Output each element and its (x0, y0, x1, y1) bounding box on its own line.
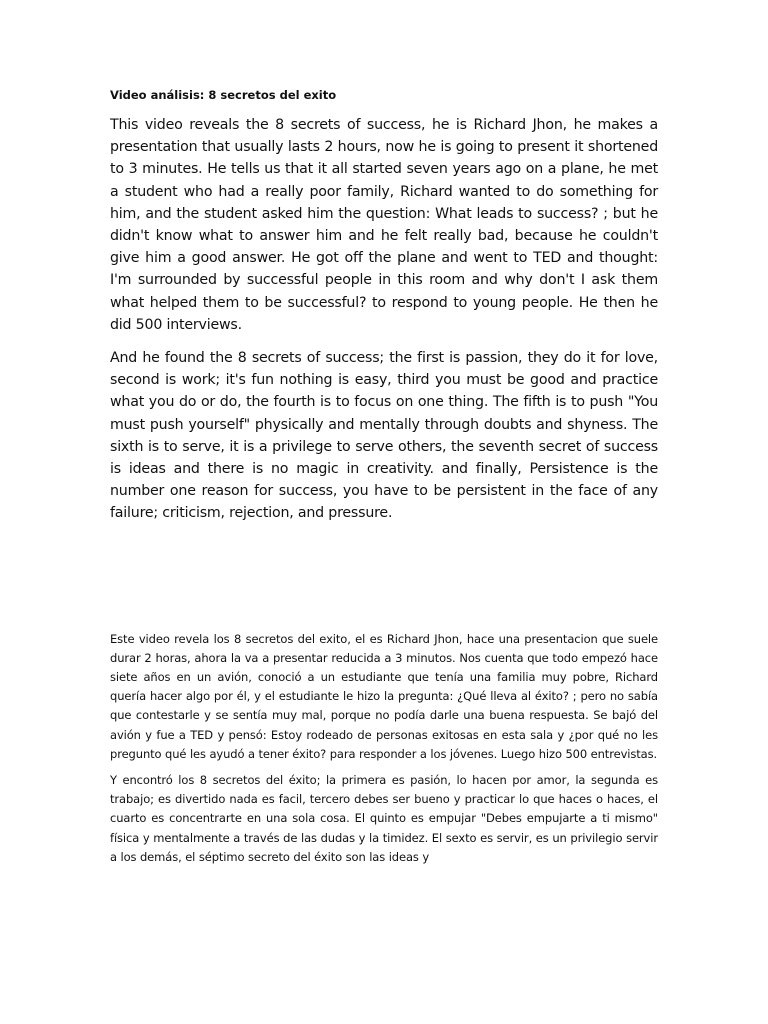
english-paragraph-1: This video reveals the 8 secrets of success, he is Richard Jhon, he makes a presentation that usually lasts 2 hours, now he is going to present it shortened to 3 minutes. He tells us that it all started seven years ago on a plane, he met a student who had a really poor family, Richard wanted to do something for him, and the student asked him the question: What leads to success? ; but he didn't know what to answer him and he felt really bad, because he couldn't give him a good answer. He got off the plane and went to TED and thought: I'm surrounded by successful people in this room and why don't I ask them what helped them to be successful? to respond to young people. He then he did 500 interviews. (110, 117, 658, 333)
spanish-paragraph-2: Y encontró los 8 secretos del éxito; la primera es pasión, lo hacen por amor, la segunda es trabajo; es divertido nada es facil, tercero debes ser bueno y practicar lo que haces o haces, el cuarto es concentrarte en una sola cosa. El quinto es empujar "Debes empujarte a ti mismo" física y mentalmente a través de las dudas y la timidez. El sexto es servir, es un privilegio servir a los demás, el séptimo secreto del éxito son las ideas y (110, 773, 658, 864)
document-title: Video análisis: 8 secretos del exito (110, 88, 337, 102)
document-page (110, 86, 658, 874)
spanish-paragraph-1: Este video revela los 8 secretos del exito, el es Richard Jhon, hace una presentacion que suele durar 2 horas, ahora la va a presentar reducida a 3 minutos. Nos cuenta que todo empezó hace siete años en un avión, conoció a un estudiante que tenía una familia muy pobre, Richard quería hacer algo por él, y el estudiante le hizo la pregunta: ¿Qué lleva al éxito? ; pero no sabía que contestarle y se sentía muy mal, porque no podía darle una buena respuesta. Se bajó del avión y fue a TED y pensó: Estoy rodeado de personas exitosas en esta sala y ¿por qué no les pregunto qué les ayudó a tener éxito? para responder a los jóvenes. Luego hizo 500 entrevistas. (110, 631, 658, 761)
blank-space (110, 536, 658, 630)
english-paragraph-2: And he found the 8 secrets of success; the first is passion, they do it for love, second is work; it's fun nothing is easy, third you must be good and practice what you do or do, the fourth is to focus on one thing. The fifth is to push "You must push yourself" physically and mentally through doubts and shyness. The sixth is to serve, it is a privilege to serve others, the seventh secret of success is ideas and there is no magic in creativity. and finally, Persistence is the number one reason for success, you have to be persistent in the face of any failure; criticism, rejection, and pressure. (110, 350, 658, 522)
